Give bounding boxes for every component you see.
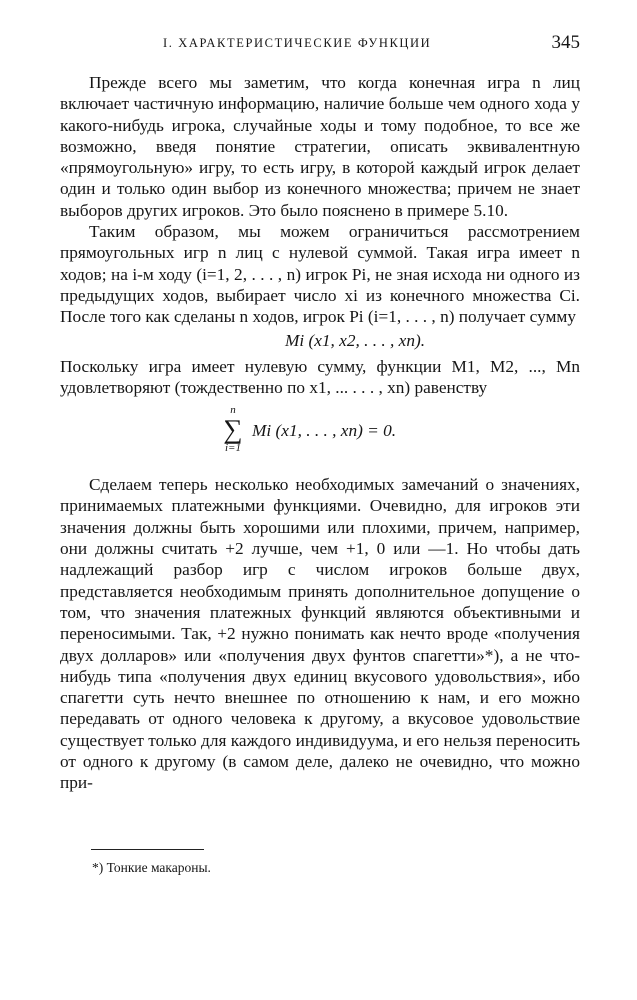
page-number: 345 [551, 32, 580, 53]
sum-upper-limit: n [230, 404, 236, 417]
equation-payoff: Mi (x1, x2, . . . , xn). [284, 330, 426, 350]
page-header [60, 32, 580, 58]
footnote-divider [91, 849, 204, 850]
paragraph-2: Таким образом, мы можем ограничиться рассмотрением прямоугольных игр n лиц с нулевой суммой. Такая игра имеет n ходов; на i-м ходу (i=1, 2, . . . , n) игрок Pi, не зная исхода ни одного из предыдущих ходов, выбирает число xi из конечного множества Ci. После того как сделаны n ходов, игрок Pi (i=1, . . . , n) получает сумму [60, 222, 580, 327]
paragraph-1: Прежде всего мы заметим, что когда конечная игра n лиц включает частичную информацию, наличие больше чем одного хода у какого-нибудь игрока, случайные ходы и тому подобное, то все же возможно, введя понятие стратегии, описать эквивалентную «прямоугольную» игру, то есть игру, в которой каждый игрок делает один и только один выбор из конечного множества; причем не знает выборов других игроков. Это было пояснено в примере 5.10. [60, 73, 580, 220]
sum-expression: Mi (x1, . . . , xn) = 0. [252, 421, 397, 441]
running-head: I. ХАРАКТЕРИСТИЧЕСКИЕ ФУНКЦИИ [163, 36, 432, 50]
equation-zero-sum [60, 404, 580, 466]
sum-lower-limit: i=1 [225, 442, 241, 455]
paragraph-3: Поскольку игра имеет нулевую сумму, функции M1, M2, ..., Mn удовлетворяют (тождественно по x1, ... . . . , xn) равенству [60, 356, 580, 397]
paragraph-4: Сделаем теперь несколько необходимых замечаний о значениях, принимаемых платежными функциями. Очевидно, для игроков эти значения должны быть хорошими или плохими, причем, например, они должны считать +2 лучше, чем +1, 0 или —1. Но чтобы дать надлежащий разбор игр с числом игроков больше двух, представляется необходимым принять дополнительное допущение о том, что значения платежных функций являются объективными и переносимыми. Так, +2 нужно понимать как нечто вроде «получения двух долларов» или «получения двух фунтов спагетти»*), а не что-нибудь типа «получения двух единиц вкусового удовольствия», ибо спагетти суть нечто внешнее по отношению к нам, и его можно передавать от одного человека к другому, а вкусовое удовольствие существует только для каждого индивидуума, и его нельзя переносить от одного к другому (в самом деле, далеко не очевидно, что можно при- [60, 475, 580, 793]
summation [218, 404, 248, 454]
page-body [60, 72, 580, 794]
sum-sign: ∑ [223, 414, 243, 445]
footnote: *) Тонкие макароны. [92, 860, 211, 875]
